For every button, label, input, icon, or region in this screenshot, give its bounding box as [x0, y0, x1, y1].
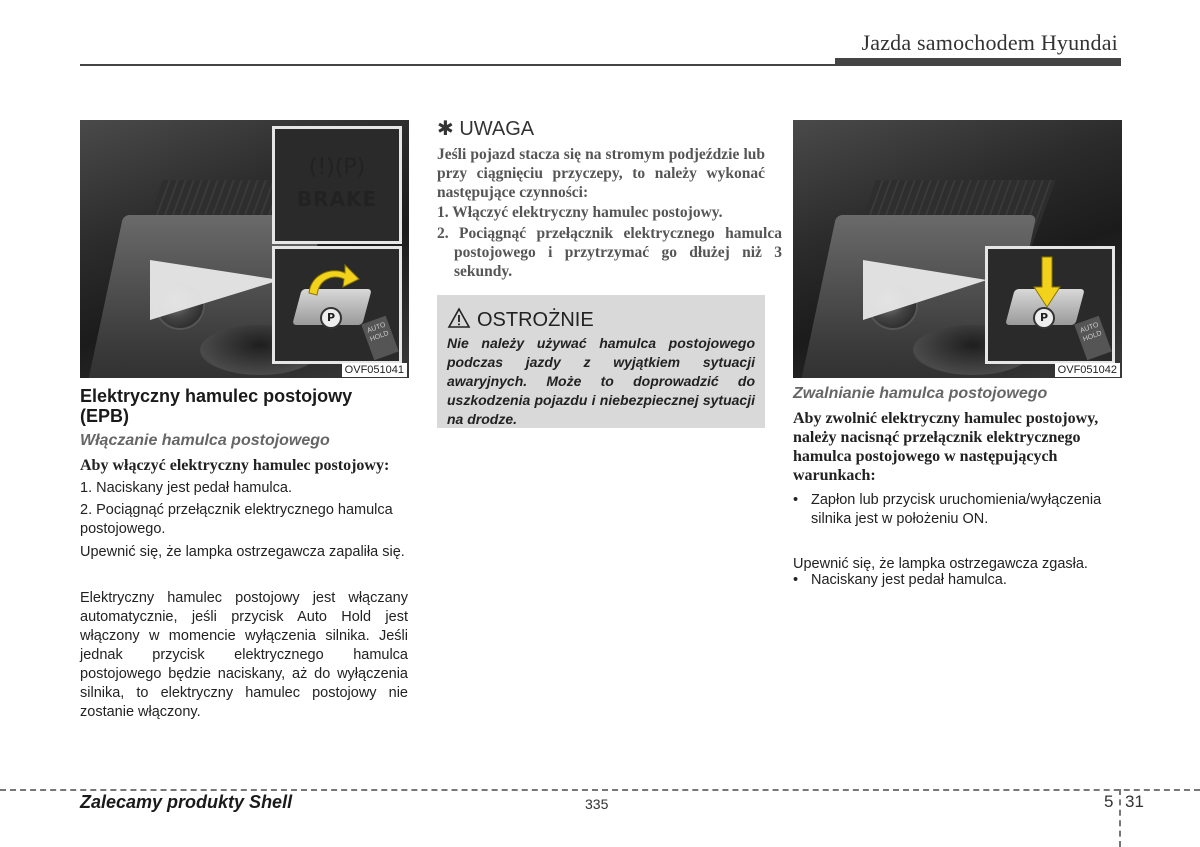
release-confirm: Upewnić się, że lampka ostrzegawcza zgasła.: [793, 556, 1088, 572]
footer-slogan: Zalecamy produkty Shell: [80, 792, 293, 812]
note-intro: Jeśli pojazd stacza się na stromym podjeździe lub przy ciągnięciu przyczepy, to należy wykonać następujące czynności:: [437, 146, 765, 201]
footer-sheet-number: 335: [585, 796, 609, 812]
note-step-1: 1. Włączyć elektryczny hamulec postojowy.: [437, 204, 723, 221]
note-title: UWAGA: [459, 118, 535, 140]
press-down-arrow-icon: [1032, 255, 1062, 311]
epb-switch-inset-press: [985, 246, 1115, 364]
footer-rule: [0, 789, 1200, 791]
figure-brake-release: [793, 120, 1122, 378]
brake-label: BRAKE: [296, 187, 378, 211]
header-rule: [80, 64, 835, 66]
auto-engage-paragraph: Elektryczny hamulec postojowy jest włączany automatycznie, jeśli przycisk Auto Hold jest włączony w momencie wyłączenia silnika. Jeśli jednak przycisk elektrycznego hamulca postojowego będzie naciskany, aż do wyłączenia silnika, to elektryczny hamulec postojowy nie zostanie włączony.: [80, 590, 408, 720]
warning-triangle-icon: [447, 307, 471, 329]
footer-page-number: 31: [1125, 792, 1144, 811]
engage-step-2: 2. Pociągnąć przełącznik elektrycznego hamulca postojowego.: [80, 502, 393, 537]
subheading-release: Zwalnianie hamulca postojowego: [793, 385, 1048, 402]
caution-box: [437, 295, 765, 428]
release-bullet-1: • Zapłon lub przycisk uruchomienia/wyłączenia silnika jest w położeniu ON.: [793, 491, 1121, 529]
caution-text: Nie należy używać hamulca postojowego podczas jazdy z wyjątkiem sytuacji awaryjnych. Może to doprowadzić do uszkodzenia pojazdu i niebezpiecznej sytuacji na drodze.: [447, 335, 755, 427]
running-header-title: Jazda samochodem Hyundai: [861, 30, 1118, 55]
note-step-2: 2. Pociągnąć przełącznik elektrycznego hamulca postojowego i przytrzymać go dłużej niż 3 sekundy.: [437, 225, 782, 280]
epb-switch-inset-pull: [272, 246, 402, 364]
header-rule-thick: [835, 58, 1121, 66]
note-heading: [437, 116, 534, 141]
parking-p-icon: P: [1033, 307, 1055, 329]
release-lead: Aby zwolnić elektryczny hamulec postojowy, należy nacisnąć przełącznik elektrycznego hamulca postojowego w następujących warunkach:: [793, 410, 1099, 484]
footer-section-number: 5: [1104, 792, 1114, 811]
zoom-beam: [150, 260, 280, 320]
parking-p-icon: P: [320, 307, 342, 329]
section-title: Elektryczny hamulec postojowy (EPB): [80, 386, 353, 426]
auto-hold-button: AUTO HOLD: [361, 316, 398, 361]
brake-warning-lamp-inset: [272, 126, 402, 244]
engage-lead: Aby włączyć elektryczny hamulec postojowy:: [80, 457, 390, 474]
figure-brake-engage: [80, 120, 409, 378]
release-bullet-2: • Naciskany jest pedał hamulca.: [793, 571, 1121, 590]
zoom-beam: [863, 260, 987, 320]
auto-hold-button: AUTO HOLD: [1074, 316, 1111, 361]
caution-heading: [447, 307, 594, 332]
footer-vertical-rule: [1119, 789, 1121, 847]
caution-title: OSTROŻNIE: [477, 309, 594, 331]
note-asterisk-icon: ✱: [437, 118, 454, 140]
subheading-engage: Włączanie hamulca postojowego: [80, 432, 330, 449]
pull-up-arrow-icon: [303, 259, 363, 299]
figure-code: OVF051041: [342, 363, 407, 377]
engage-confirm: Upewnić się, że lampka ostrzegawcza zapaliła się.: [80, 544, 405, 560]
engage-step-1: 1. Naciskany jest pedał hamulca.: [80, 480, 292, 496]
parking-brake-icon: (!)(P): [308, 155, 366, 180]
figure-code: OVF051042: [1055, 363, 1120, 377]
